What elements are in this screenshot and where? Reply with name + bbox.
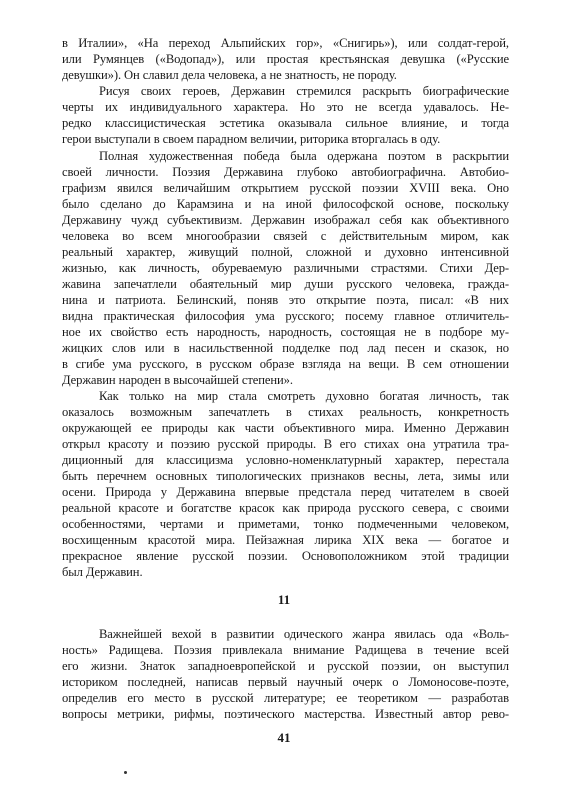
section-number: 11 — [277, 592, 291, 607]
text-line: оказалось возможным запечатлеть в стихах реальность, конкретность — [62, 405, 509, 419]
text-line: редко классицистическая эстетика оказывала сильное влияние, и тогда — [62, 116, 509, 130]
text-line: нина и патриота. Белинский, поняв это открытие поэта, писал: «В них — [62, 293, 509, 307]
text-line: историком последней, написав первый научный очерк о Ломоносове-поэте, — [62, 675, 509, 689]
text-line: герои выступали в своем парадном величии, риторика вторгалась в оду. — [62, 132, 441, 146]
text-line: осени. Природа у Державина впервые предстала перед читателем в своей — [62, 485, 509, 499]
text-line: вопросы метрики, рифмы, поэтического мастерства. Известный автор рево- — [62, 707, 509, 721]
text-line: прекрасное явление русской поэзии. Основоположником этой традиции — [62, 549, 509, 563]
text-line: видна практическая философия ума русского; посему главное отличитель- — [62, 309, 509, 323]
text-line: его жизни. Знаток западноевропейской и русской поэзии, он выступил — [62, 659, 509, 673]
text-line: особенностями, чертами и приметами, тонко подмеченными человеком, — [62, 517, 509, 531]
text-line: было сделано до Карамзина и на иной философской основе, поскольку — [62, 197, 509, 211]
text-line: ность» Радищева. Поэзия привлекала внимание Радищева в течение всей — [62, 643, 509, 657]
page-number: 41 — [277, 730, 291, 745]
text-line: Важнейшей вехой в развитии одического жанра явилась ода «Воль- — [99, 627, 509, 641]
text-line: или Румянцев («Водопад»), или простая крестьянская девушка («Русские — [62, 52, 509, 66]
text-line: черты их индивидуального характера. Но это не всегда удавалось. Не- — [62, 100, 509, 114]
text-line: восхищенным красотой мира. Пейзажная лирика XIX века — богатое и — [62, 533, 509, 547]
text-line: человека во всем многообразии связей с действительным миром, как — [62, 229, 509, 243]
text-line: девушки»). Он славил дела человека, а не знатность, не породу. — [62, 68, 397, 82]
text-line: быть перечнем основных типологических признаков весны, лета, зимы или — [62, 469, 509, 483]
text-line: реальной красоте и богатстве красок как природа русского севера, с своими — [62, 501, 509, 515]
text-line: своей личности. Поэзия Державина глубоко автобиографична. Автобио- — [62, 165, 509, 179]
text-line: в сгибе ума русского, в русском образе взгляда на вещи. В сем отношении — [62, 357, 509, 371]
text-line: диционный для классицизма условно-номенклатурный характер, перестала — [62, 453, 509, 467]
text-line: Как только на мир стала смотреть духовно богатая личность, так — [99, 389, 509, 403]
print-speck — [124, 771, 127, 774]
text-line: жизнью, как личность, обуреваемую различными страстями. Стихи Дер- — [62, 261, 509, 275]
text-line: Державин народен в высочайшей степени». — [62, 373, 293, 387]
text-line: ное их свойство есть народность, народность, состоящая не в подборе му- — [62, 325, 509, 339]
text-line: жавина запечатлели обаятельный мир души русского человека, гражда- — [62, 277, 509, 291]
text-line: открыл красоту и поэзию русской природы. В его стихах она утратила тра- — [62, 437, 509, 451]
text-line: Рисуя своих героев, Державин стремился раскрыть биографические — [99, 84, 509, 98]
text-line: окружающей ее природы как части объективного мира. Именно Державин — [62, 421, 509, 435]
text-line: жицких слов или в насильственной подделке под лад песен и сказок, но — [62, 341, 509, 355]
text-line: в Италии», «На переход Альпийских гор», «Снигирь»), или солдат-герой, — [62, 36, 509, 50]
text-line: Полная художественная победа была одержана поэтом в раскрытии — [99, 149, 509, 163]
text-line: реальный характер, живущий полной, сложной и духовно интенсивной — [62, 245, 509, 259]
text-line: был Державин. — [62, 565, 143, 579]
text-line: Державину чужд субъективизм. Державин изображал себя как объективного — [62, 213, 509, 227]
text-line: графизм явился величайшим открытием русской поэзии XVIII века. Оно — [62, 181, 509, 195]
text-line: определив его место в русской литературе; ее теоретиком — разработав — [62, 691, 509, 705]
